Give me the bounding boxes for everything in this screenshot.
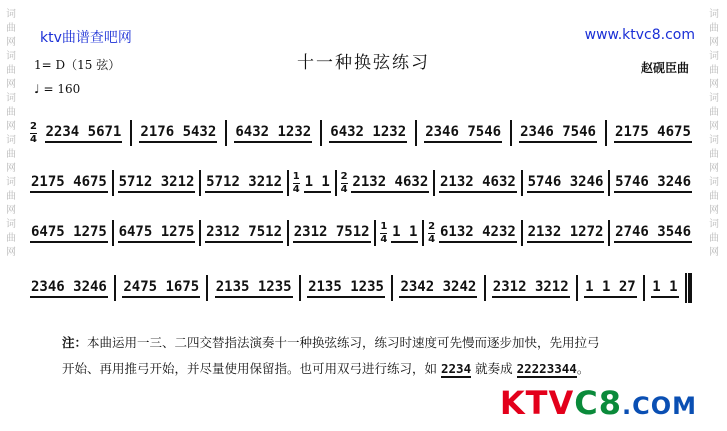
bar-line — [521, 170, 523, 196]
measure: 2135 1235 — [307, 279, 385, 298]
tempo-marking: ♩ = 160 — [34, 82, 81, 96]
key-signature: 1= D（15 弦） — [34, 58, 121, 72]
measure: 5746 3246 — [614, 174, 692, 193]
measure: 6475 1275 — [118, 224, 196, 243]
measure: 2312 7512 — [293, 224, 371, 243]
score-title: 十一种换弦练习 — [297, 53, 430, 73]
bar-line — [130, 120, 132, 146]
measure: 6432 1232 — [234, 124, 312, 143]
final-bar-line — [685, 273, 692, 303]
note-example-1: 2234 — [441, 361, 472, 376]
measure: 2175 4675 — [614, 124, 692, 143]
score-line-1 — [30, 118, 692, 148]
measure: 2342 3242 — [399, 279, 477, 298]
note-text-3: 就奏成 — [475, 361, 513, 376]
time-signature: 2 4 — [340, 170, 348, 195]
measure: 6475 1275 — [30, 224, 108, 243]
ktvc8-logo: KTVC8.COM — [499, 384, 697, 422]
bar-line — [415, 120, 417, 146]
measure: 2346 3246 — [30, 279, 108, 298]
note-example-2: 22223344 — [516, 361, 577, 376]
bar-line — [112, 170, 114, 196]
watermark-site-name: ktv曲谱查吧网 — [40, 30, 132, 46]
bar-line — [199, 170, 201, 196]
bar-line — [287, 170, 289, 196]
time-signature: 2 4 — [428, 220, 436, 245]
bar-line — [320, 120, 322, 146]
bar-line — [225, 120, 227, 146]
bar-line — [112, 220, 114, 246]
measure: 2234 5671 — [45, 124, 123, 143]
bar-line — [608, 170, 610, 196]
bar-line — [335, 170, 337, 196]
bar-line — [576, 275, 578, 301]
bar-line — [206, 275, 208, 301]
measure: 5712 3212 — [205, 174, 283, 193]
measure: 5712 3212 — [118, 174, 196, 193]
time-signature: 1 4 — [380, 220, 388, 245]
measure: 2312 3212 — [492, 279, 570, 298]
performance-note — [62, 330, 702, 382]
bar-line — [422, 220, 424, 246]
measure: 1 1 — [391, 224, 418, 243]
measure: 2312 7512 — [205, 224, 283, 243]
measure: 1 1 — [651, 279, 678, 298]
measure: 2346 7546 — [424, 124, 502, 143]
measure: 1 1 27 — [584, 279, 637, 298]
note-label: 注： — [62, 335, 88, 350]
measure: 1 1 — [304, 174, 331, 193]
side-watermark-right: 词曲网词曲网词曲网词曲网词曲网词曲网 — [709, 9, 719, 258]
composer: 赵砚臣曲 — [640, 61, 689, 75]
bar-line — [391, 275, 393, 301]
measure: 5746 3246 — [527, 174, 605, 193]
score-line-4 — [30, 273, 692, 303]
measure: 6432 1232 — [329, 124, 407, 143]
bar-line — [608, 220, 610, 246]
watermark-site-url: www.ktvc8.com — [584, 27, 695, 43]
bar-line — [510, 120, 512, 146]
bar-line — [521, 220, 523, 246]
side-watermark-left: 词曲网词曲网词曲网词曲网词曲网词曲网 — [6, 9, 16, 258]
score-line-2 — [30, 168, 692, 198]
bar-line — [605, 120, 607, 146]
time-signature: 2 4 — [30, 120, 37, 145]
bar-line — [374, 220, 376, 246]
note-text-1: 本曲运用一三、二四交替指法演奏十一种换弦练习，练习时速度可先慢而逐步加快，先用拉弓 — [87, 335, 600, 350]
measure: 2175 4675 — [30, 174, 108, 193]
bar-line — [643, 275, 645, 301]
score-line-3 — [30, 218, 692, 248]
measure: 2176 5432 — [139, 124, 217, 143]
measure: 2132 1272 — [527, 224, 605, 243]
measure: 2132 4632 — [439, 174, 517, 193]
note-text-end: 。 — [576, 361, 590, 376]
bar-line — [433, 170, 435, 196]
measure: 2475 1675 — [122, 279, 200, 298]
bar-line — [484, 275, 486, 301]
bar-line — [114, 275, 116, 301]
bar-line — [199, 220, 201, 246]
bar-line — [287, 220, 289, 246]
measure: 2132 4632 — [351, 174, 429, 193]
note-text-2: 开始、再用推弓开始，并尽量使用保留指。也可用双弓进行练习，如 — [62, 361, 438, 376]
bar-line — [299, 275, 301, 301]
time-signature: 1 4 — [292, 170, 300, 195]
measure: 6132 4232 — [439, 224, 517, 243]
measure: 2746 3546 — [614, 224, 692, 243]
measure: 2135 1235 — [215, 279, 293, 298]
measure: 2346 7546 — [519, 124, 597, 143]
